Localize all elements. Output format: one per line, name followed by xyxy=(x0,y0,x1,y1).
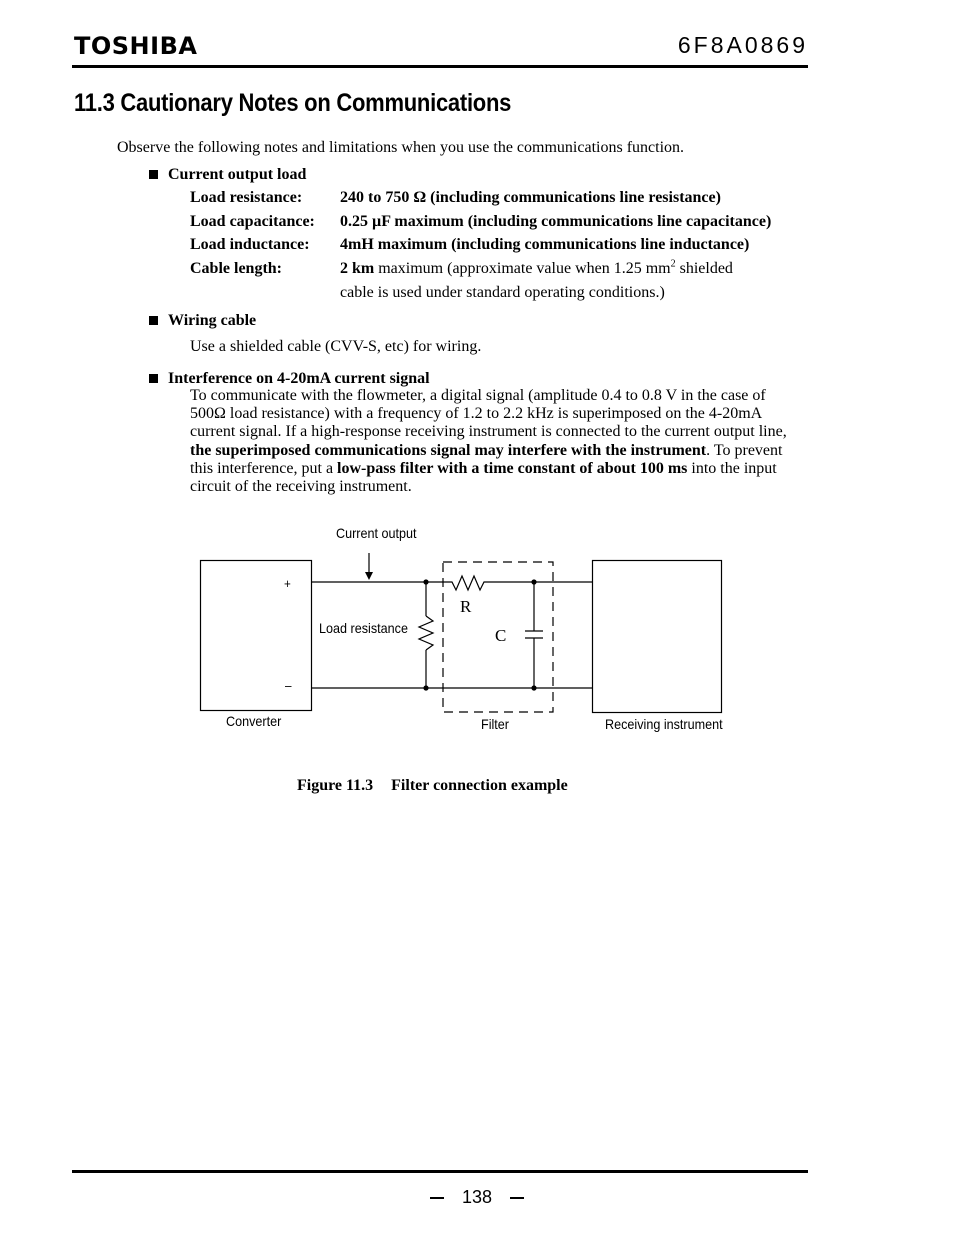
current-output-arrow-icon xyxy=(365,572,373,580)
converter-box xyxy=(201,561,312,711)
receiving-instrument-label: Receiving instrument xyxy=(605,716,723,732)
cable-length-bold: 2 km xyxy=(340,260,375,277)
intro-text: Observe the following notes and limitations when you use the communications function. xyxy=(117,139,685,156)
wiring-cable-heading: Wiring cable xyxy=(168,312,257,329)
figure-title: Filter connection example xyxy=(391,777,568,794)
resistor-r-label: R xyxy=(460,597,472,616)
figure-number: Figure 11.3 xyxy=(297,777,374,794)
minus-terminal-label: – xyxy=(285,678,292,693)
interference-heading: Interference on 4-20mA current signal xyxy=(168,370,430,387)
interference-paragraph xyxy=(190,387,802,496)
bullet-square-icon xyxy=(149,170,158,179)
page-number xyxy=(0,1187,954,1208)
cable-length-line2: cable is used under standard operating conditions.) xyxy=(340,284,665,301)
cable-length-label: Cable length: xyxy=(190,260,282,277)
toshiba-logo: TOSHIBA xyxy=(74,32,198,60)
resistor-r-icon xyxy=(444,576,488,590)
bullet-square-icon xyxy=(149,316,158,325)
load-capacitance-value: 0.25 µF maximum (including communications line capacitance) xyxy=(340,213,772,230)
current-output-load-heading: Current output load xyxy=(168,166,307,183)
cable-length-value xyxy=(340,260,733,278)
header-rule xyxy=(72,65,808,68)
figure-caption xyxy=(297,777,568,795)
cable-length-end: shielded xyxy=(675,260,733,277)
load-resistance-label: Load resistance: xyxy=(190,189,303,206)
filter-label: Filter xyxy=(481,716,510,732)
junction-dot xyxy=(423,685,428,690)
load-inductance-value: 4mH maximum (including communications line inductance) xyxy=(340,236,750,253)
junction-dot xyxy=(531,579,536,584)
cable-length-superscript: 2 xyxy=(670,258,676,270)
junction-dot xyxy=(423,579,428,584)
section-title: 11.3 Cautionary Notes on Communications xyxy=(74,89,512,117)
page-header xyxy=(72,30,808,70)
load-capacitance-label: Load capacitance: xyxy=(190,213,315,230)
current-output-label: Current output xyxy=(336,525,417,541)
interference-text-1: To communicate with the flowmeter, a digital signal (amplitude 0.4 to 0.8 V in the case of 500Ω load resistance) with a frequency of 1.2 to 2.2 kHz is superimposed on the 4-20mA current signal. If a high-response receiving instrument is connected to the current output line, xyxy=(190,387,787,441)
wiring-cable-text: Use a shielded cable (CVV-S, etc) for wiring. xyxy=(190,338,482,355)
page-number-value: 138 xyxy=(461,1187,493,1207)
load-resistance-icon xyxy=(419,616,433,650)
capacitor-c-label: C xyxy=(495,626,507,645)
receiving-instrument-box xyxy=(593,561,722,713)
interference-bold-2: low-pass filter with a time constant of about 100 ms xyxy=(337,459,688,477)
plus-terminal-label: + xyxy=(284,576,291,591)
bullet-square-icon xyxy=(149,374,158,383)
cable-length-rest: maximum (approximate value when 1.25 mm xyxy=(374,260,671,277)
load-resistance-label: Load resistance xyxy=(319,620,408,636)
converter-label: Converter xyxy=(226,713,282,729)
interference-text-3: into the input circuit of the receiving instrument. xyxy=(190,459,777,496)
interference-text-2: . To prevent this interference, put a xyxy=(190,441,783,477)
load-resistance-value: 240 to 750 Ω (including communications line resistance) xyxy=(340,189,721,206)
document-number: 6F8A0869 xyxy=(677,32,808,58)
load-inductance-label: Load inductance: xyxy=(190,236,310,253)
footer-rule xyxy=(72,1170,808,1173)
interference-bold-1: the superimposed communications signal may interfere with the instrument xyxy=(190,441,707,459)
junction-dot xyxy=(531,685,536,690)
